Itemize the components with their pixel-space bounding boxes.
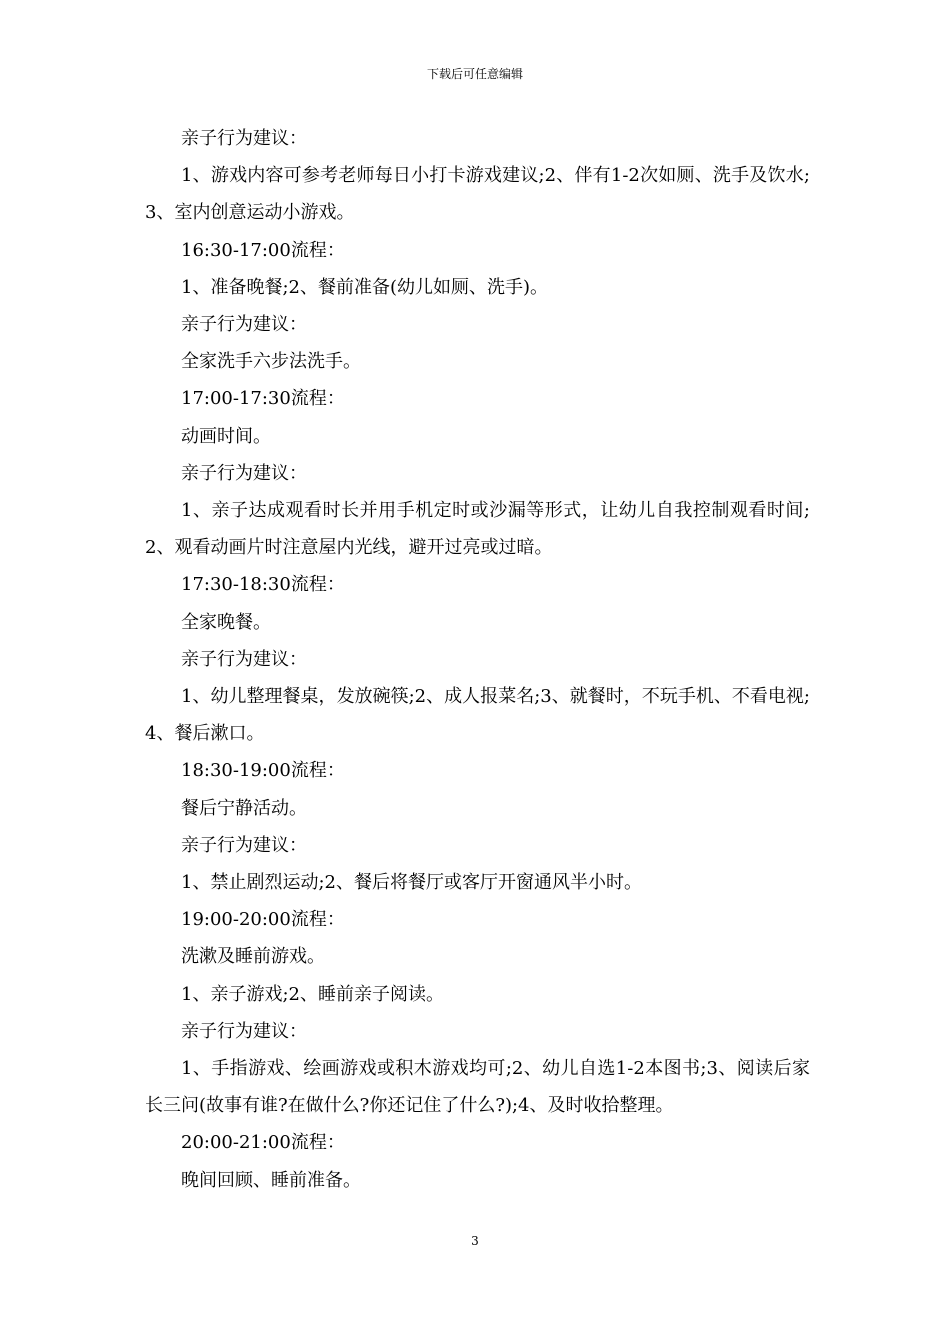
paragraph: 餐后宁静活动。 (181, 797, 307, 819)
paragraph: 亲子行为建议： (181, 314, 307, 336)
paragraph: 亲子行为建议： (181, 128, 307, 149)
paragraph: 1、禁止剧烈运动;2、餐后将餐厅或客厅开窗通风半小时。 (181, 872, 642, 894)
paragraph: 亲子行为建议： (181, 648, 307, 670)
paragraph: 洗漱及睡前游戏。 (181, 946, 325, 968)
paragraph: 晚间回顾、睡前准备。 (181, 1169, 361, 1191)
document-body (145, 120, 810, 1199)
paragraph: 全家洗手六步法洗手。 (181, 351, 361, 373)
paragraph: 19:00-20:00流程： (181, 909, 345, 931)
paragraph: 1、亲子游戏;2、睡前亲子阅读。 (181, 983, 444, 1005)
paragraph: 全家晚餐。 (181, 611, 271, 633)
paragraph: 1、亲子达成观看时长并用手机定时或沙漏等形式，让幼儿自我控制观看时间;2、观看动画片时注意屋内光线，避开过亮或过暗。 (145, 500, 810, 559)
page-header: 下载后可任意编辑 (426, 67, 523, 81)
paragraph: 18:30-19:00流程： (181, 760, 345, 782)
paragraph: 亲子行为建议： (181, 462, 307, 484)
paragraph: 1、幼儿整理餐桌，发放碗筷;2、成人报菜名;3、就餐时，不玩手机、不看电视;4、餐后漱口。 (145, 686, 810, 745)
paragraph: 1、手指游戏、绘画游戏或积木游戏均可;2、幼儿自选1-2本图书;3、阅读后家长三问(故事有谁?在做什么?你还记住了什么?);4、及时收拾整理。 (145, 1058, 810, 1117)
paragraph: 16:30-17:00流程： (181, 239, 345, 261)
paragraph: 动画时间。 (181, 425, 271, 447)
paragraph: 17:00-17:30流程： (181, 388, 345, 410)
paragraph: 亲子行为建议： (181, 1020, 307, 1042)
page-number: 3 (471, 1234, 479, 1248)
paragraph: 亲子行为建议： (181, 834, 307, 856)
paragraph: 1、游戏内容可参考老师每日小打卡游戏建议;2、伴有1-2次如厕、洗手及饮水;3、室内创意运动小游戏。 (145, 165, 810, 224)
paragraph: 1、准备晚餐;2、餐前准备(幼儿如厕、洗手)。 (181, 276, 549, 298)
paragraph: 17:30-18:30流程： (181, 574, 345, 596)
paragraph: 20:00-21:00流程： (181, 1132, 345, 1154)
